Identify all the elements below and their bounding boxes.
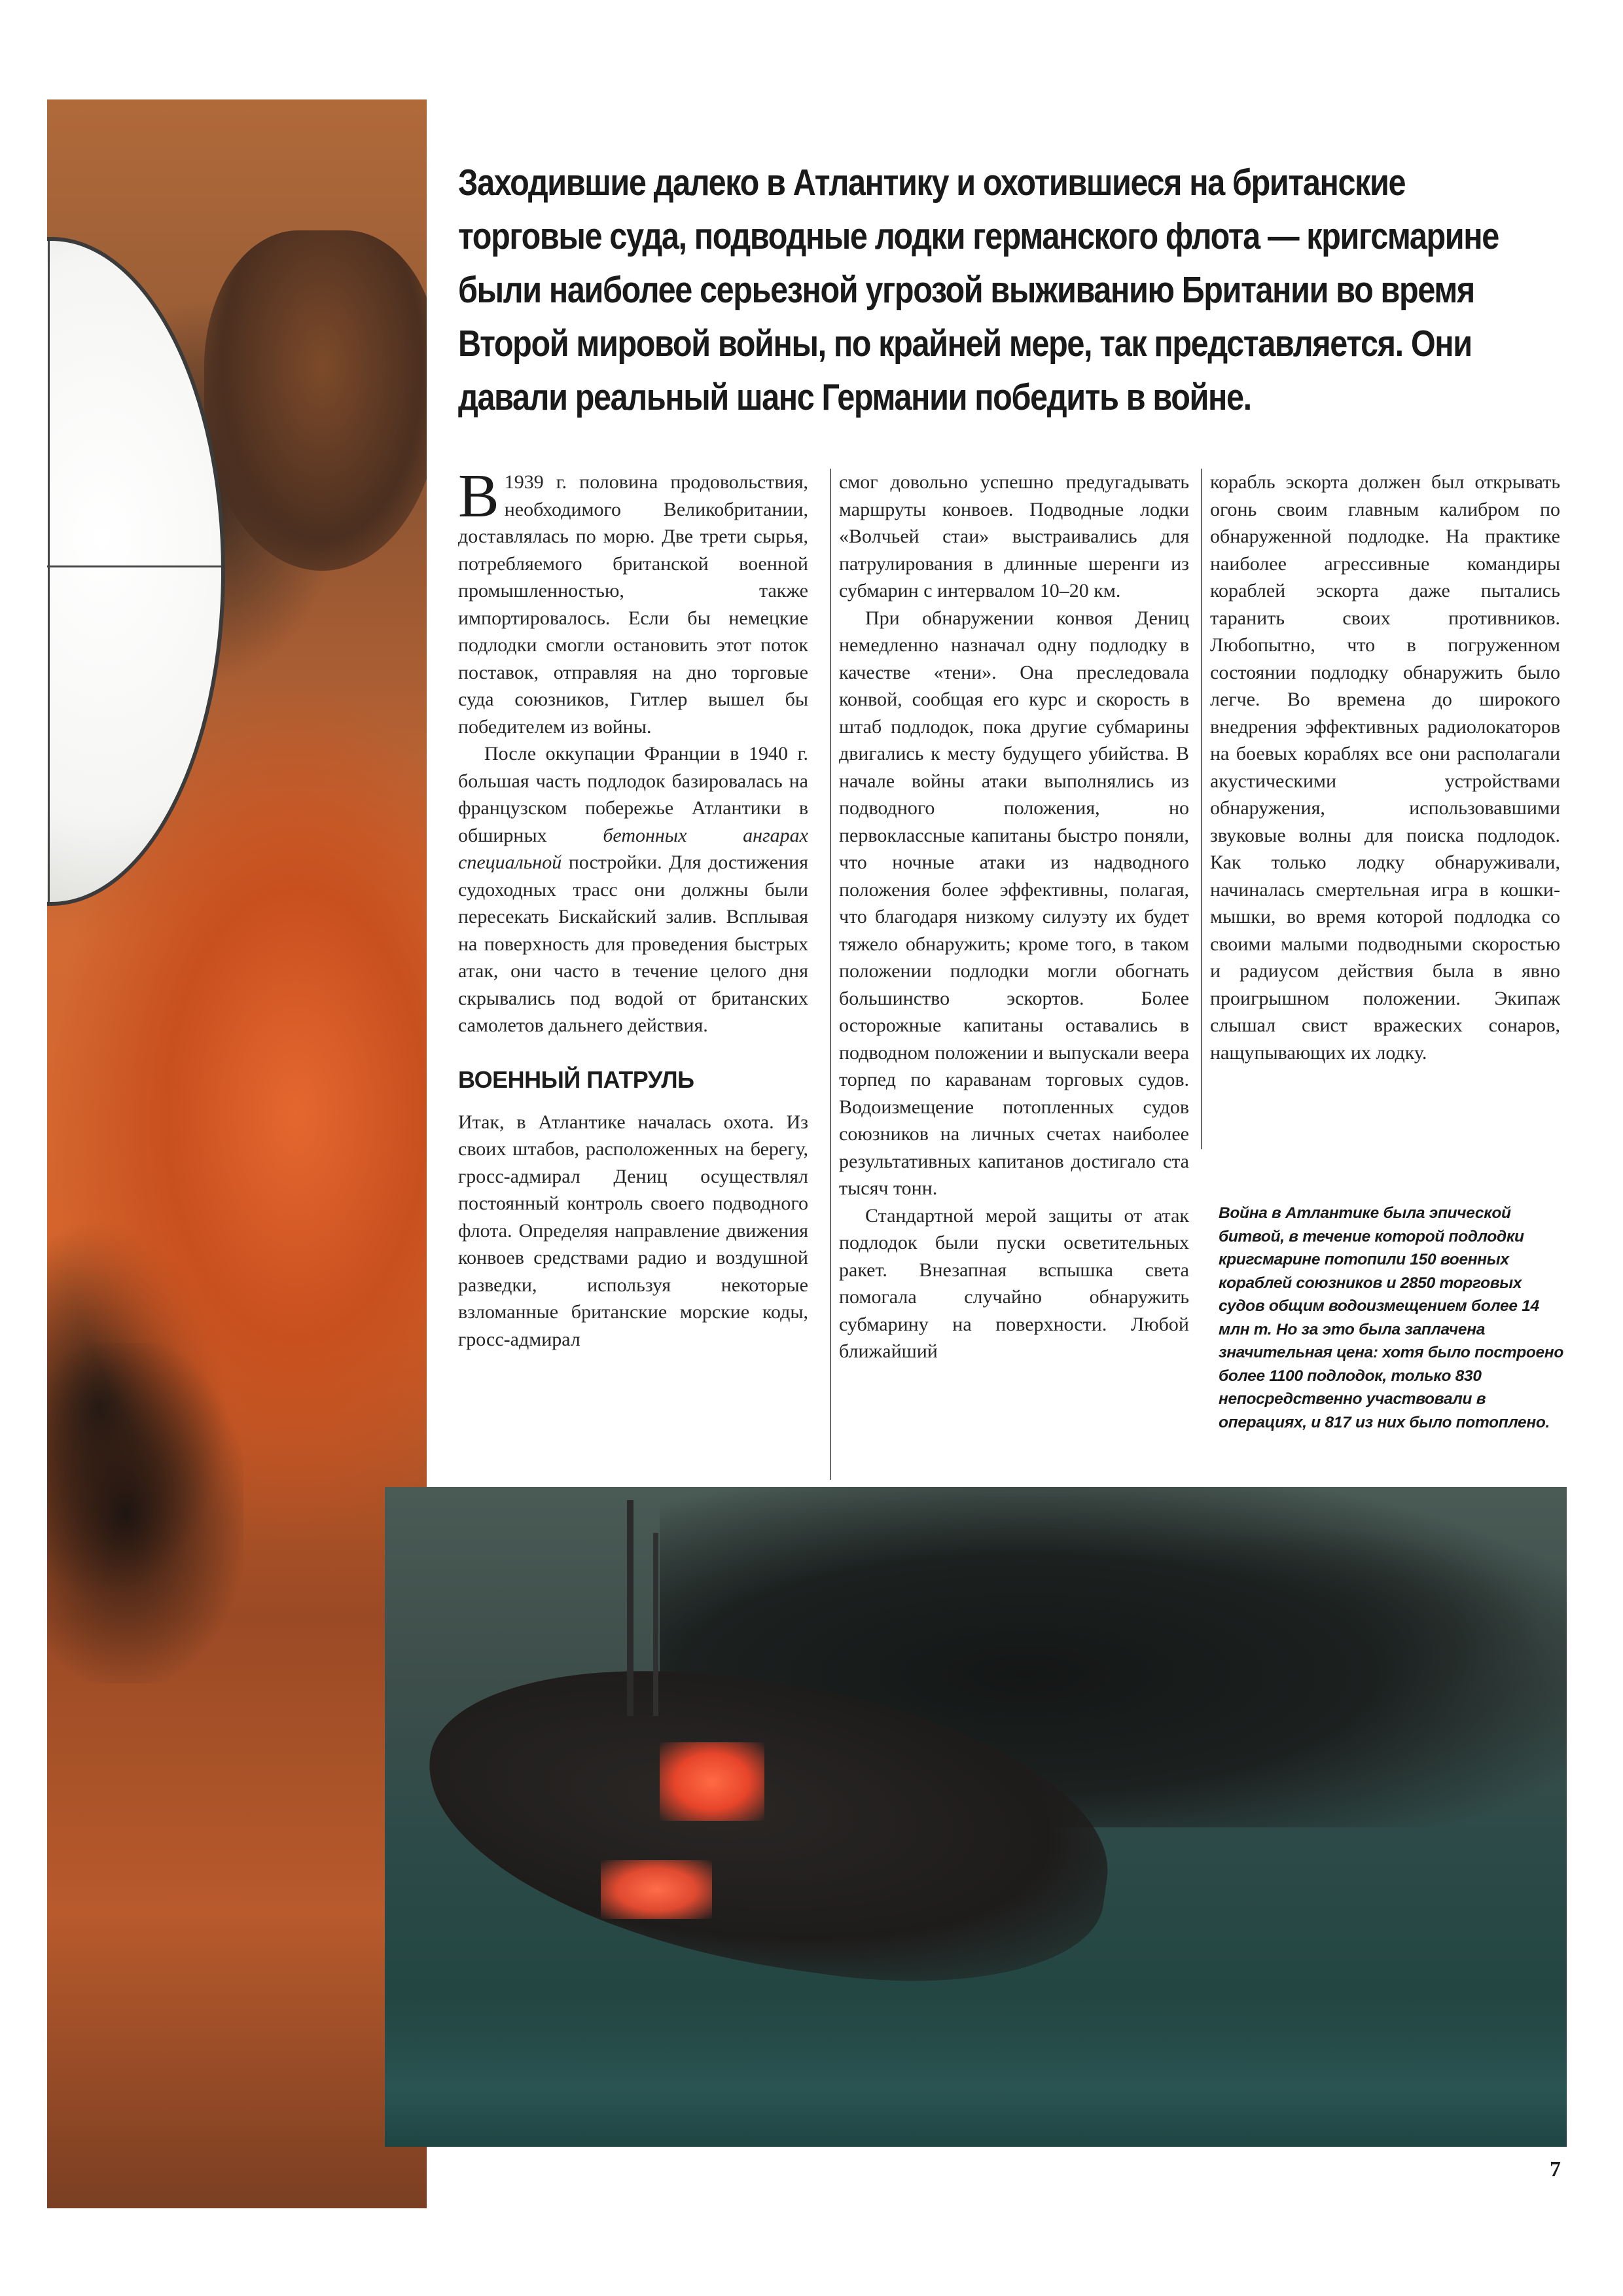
photo-mast [627,1500,633,1716]
text-column-2 [830,469,1189,1480]
bottom-photo-burning-ship [385,1487,1567,2147]
text-column-1 [458,462,808,1353]
headline: Заходившие далеко в Атлантику и охотившиеся на британские торговые суда, подводные лодки германского флота — кригсмарине были наиболее серьезной угрозой выживанию Британии во время Второй мировой войны, по крайней мере, так представляется. Они давали реальный шанс Германии победить в войне. [458,162,1499,418]
section-heading: ВОЕННЫЙ ПАТРУЛЬ [458,1066,694,1093]
paragraph: Итак, в Атлантике началась охота. Из своих штабов, расположенных на берегу, гросс-адмирал Дениц осуществлял постоянный контроль своего подводного флота. Определяя направление движения конвоев средствами радио и воздушной разведки, используя некоторые взломанные британские морские коды, гросс-адмирал [458,1111,808,1350]
photo-fire [601,1860,712,1919]
paragraph [458,740,808,1039]
photo-cap-shadow [204,230,427,571]
paragraph: смог довольно успешно предугадывать маршруты конвоев. Подводные лодки «Волчьей стаи» выстраивались для патрулирования в длинные шеренги из субмарин с интервалом 10–20 км. [839,471,1189,601]
page-number: 7 [1550,2157,1561,2181]
photo-sea [385,1998,1567,2147]
paragraph-text: постройки. Для достижения судоходных трасс они должны были пересекать Бискайский залив. Всплывая на поверхность для проведения быстрых атак, они часто в течение целого дня скрывались под водой от британских самолетов дальнего действия. [458,852,808,1036]
periscope-lens [47,237,225,906]
crosshair-horizontal [47,565,221,567]
paragraph: Стандартной мерой защиты от атак подлодок были пуски осветительных ракет. Внезапная вспышка света помогала случайно обнаружить субмарину на поверхности. Любой ближайший [839,1204,1189,1362]
paragraph [458,462,808,740]
photo-caption: Война в Атлантике была эпической битвой, в течение которой подлодки кригсмарине потопили 150 военных кораблей союзников и 2850 торговых судов общим водоизмещением более 14 млн т. Но за это была заплачена значительная цена: хотя было построено более 1100 подлодок, только 830 непосредственно участвовали в операциях, и 817 из них было потоплено. [1219,1204,1564,1431]
italic-text: бетонных ангарах специальной [458,824,808,873]
text-column-3 [1201,469,1560,1149]
left-photo-periscope [47,99,427,2208]
paragraph-text: После оккупации Франции в 1940 г. большая часть подлодок базировалась на французском побережье Атлантики в обширных [458,743,808,846]
photo-fire [660,1742,764,1821]
paragraph-text: 1939 г. половина продовольствия, необходимого Великобритании, доставлялась по морю. Две трети сырья, потребляемого британской военной промышленностью, также импортировалось. Если бы немецкие подлодки смогли остановить этот поток поставок, отправляя на дно торговые суда союзников, Гитлер вышел бы победителем из войны. [458,471,808,738]
paragraph: При обнаружении конвоя Дениц немедленно назначал одну подлодку в качестве «тени». Она преследовала конвой, сообщая его курс и скорость в штаб подлодок, пока другие субмарины двигались к месту будущего убийства. В начале войны атаки выполнялись из подводного положения, но первоклассные капитаны быстро поняли, что ночные атаки из надводного положения более эффективны, полагая, что благодаря низкому силуэту их будет тяжело обнаружить; кроме того, в таком положении подлодки могли обогнать большинство эскортов. Более осторожные капитаны оставались в подводном положении и выпускали веера торпед по караванам торговых судов. Водоизмещение потопленных судов союзников на личных счетах наиболее результативных капитанов достигало ста тысяч тонн. [839,607,1189,1199]
photo-mast [653,1533,658,1716]
dropcap: В [458,462,499,530]
paragraph: корабль эскорта должен был открывать огонь своим главным калибром по обнаруженной подлодке. На практике наиболее агрессивные командиры кораблей эскорта даже пытались таранить своих противников. Любопытно, что в погруженном состоянии подлодку обнаружить было легче. Во времена до широкого внедрения эффективных радиолокаторов на боевых кораблях все они располагали акустическими устройствами обнаружения, использовавшими звуковые волны для поиска подлодок. Как только лодку обнаруживали, начиналась смертельная игра в кошки-мышки, во время которой подлодка со своими малыми подводными скоростью и радиусом действия была в явно проигрышном положении. Экипаж слышал свист вражеских сонаров, нащупывающих их лодку. [1210,471,1560,1064]
photo-dark-area [47,1343,243,1683]
crosshair-vertical [48,241,50,902]
